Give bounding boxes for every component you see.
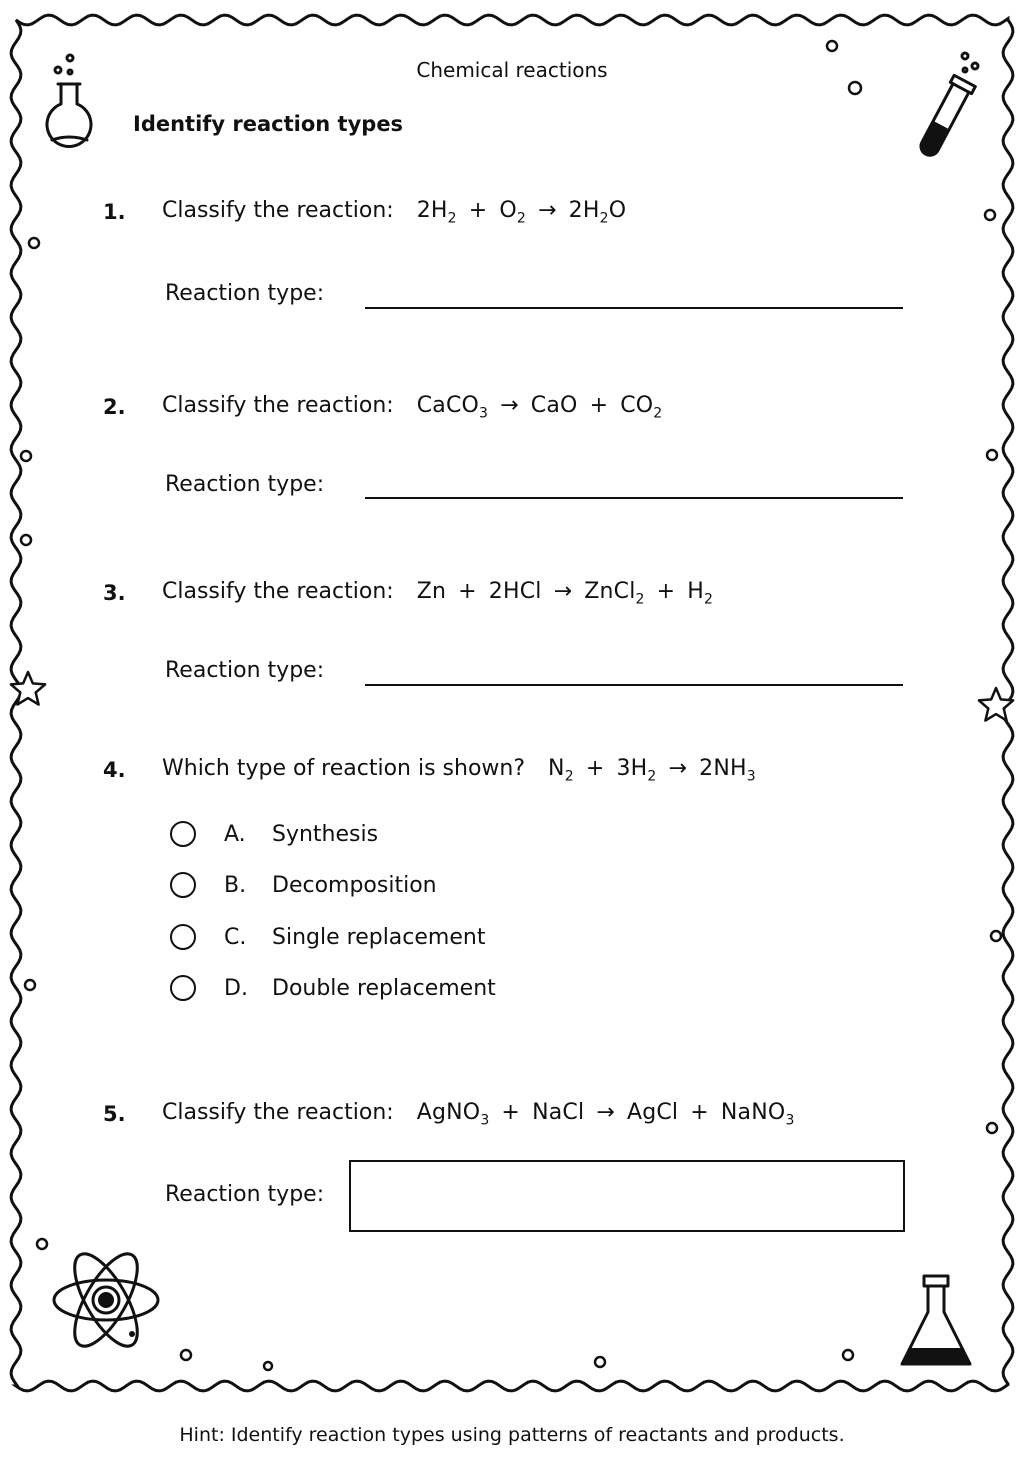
option-text: Synthesis <box>272 821 379 847</box>
question-number: 5. <box>103 1102 126 1126</box>
page-title: Chemical reactions <box>416 58 608 82</box>
reaction-type-label: Reaction type: <box>165 281 325 306</box>
erlenmeyer-flask-icon <box>890 1268 980 1378</box>
answer-line[interactable] <box>365 684 903 686</box>
option-d[interactable] <box>170 971 496 1005</box>
question-number: 3. <box>103 581 126 605</box>
chemical-equation: Zn + 2HCl → ZnCl$_2$ + $H_2$ <box>416 579 714 608</box>
radio-button[interactable] <box>170 924 196 950</box>
question-prompt: Classify the reaction: <box>162 1100 394 1125</box>
reaction-type-label: Reaction type: <box>165 1182 325 1207</box>
bubble-icon <box>29 238 39 248</box>
option-a[interactable] <box>170 817 378 851</box>
bubble-icon <box>987 450 997 460</box>
option-letter: C. <box>224 924 247 950</box>
reaction-type-label: Reaction type: <box>165 658 325 683</box>
question-2 <box>162 393 664 421</box>
option-letter: D. <box>224 975 248 1001</box>
radio-button[interactable] <box>170 975 196 1001</box>
question-number: 1. <box>103 200 126 224</box>
option-b[interactable] <box>170 868 437 902</box>
chemical-equation: $N_2 + 3H_2 \to 2NH_3$ <box>548 756 756 785</box>
bubble-icon <box>843 1350 853 1360</box>
atom-icon <box>48 1246 168 1356</box>
question-1 <box>162 198 628 226</box>
option-letter: B. <box>224 872 247 898</box>
hint-text: Hint: Identify reaction types using patterns of reactants and products. <box>179 1424 845 1446</box>
bubble-icon <box>25 980 35 990</box>
option-c[interactable] <box>170 920 485 954</box>
question-4 <box>162 756 758 784</box>
question-prompt: Classify the reaction: <box>162 198 394 223</box>
bubble-icon <box>985 210 995 220</box>
question-prompt: Classify the reaction: <box>162 579 394 604</box>
bubble-icon <box>987 1123 997 1133</box>
question-number: 2. <box>103 395 126 419</box>
worksheet-subtitle: Identify reaction types <box>133 112 404 136</box>
chemical-equation: $2H_2 + O_2 \to 2H_2O$ <box>416 198 627 227</box>
option-text: Single replacement <box>272 924 486 950</box>
bubble-icon <box>827 41 837 51</box>
star-icon <box>979 688 1013 721</box>
bubble-icon <box>264 1362 272 1370</box>
bubble-icon <box>595 1357 605 1367</box>
option-letter: A. <box>224 821 246 847</box>
bubble-icon <box>21 451 31 461</box>
question-prompt: Classify the reaction: <box>162 393 394 418</box>
option-text: Double replacement <box>272 975 496 1001</box>
answer-line[interactable] <box>365 307 903 309</box>
radio-button[interactable] <box>170 872 196 898</box>
question-number: 4. <box>103 758 126 782</box>
question-5 <box>162 1100 797 1128</box>
question-prompt: Which type of reaction is shown? <box>162 756 526 781</box>
answer-line[interactable] <box>365 497 903 499</box>
bubble-icon <box>181 1350 191 1360</box>
answer-box[interactable] <box>349 1160 905 1232</box>
bubble-icon <box>37 1239 47 1249</box>
bubble-icon <box>991 931 1001 941</box>
chemical-equation: AgNO$_3$ + NaCl → AgCl + NaNO$_3$ <box>416 1100 795 1129</box>
chemical-equation: CaCO$_3$ → CaO + $CO_2$ <box>416 393 663 422</box>
bubble-icon <box>849 82 861 94</box>
bubble-icon <box>21 535 31 545</box>
reaction-type-label: Reaction type: <box>165 472 325 497</box>
question-3 <box>162 579 715 607</box>
radio-button[interactable] <box>170 821 196 847</box>
option-text: Decomposition <box>272 872 437 898</box>
